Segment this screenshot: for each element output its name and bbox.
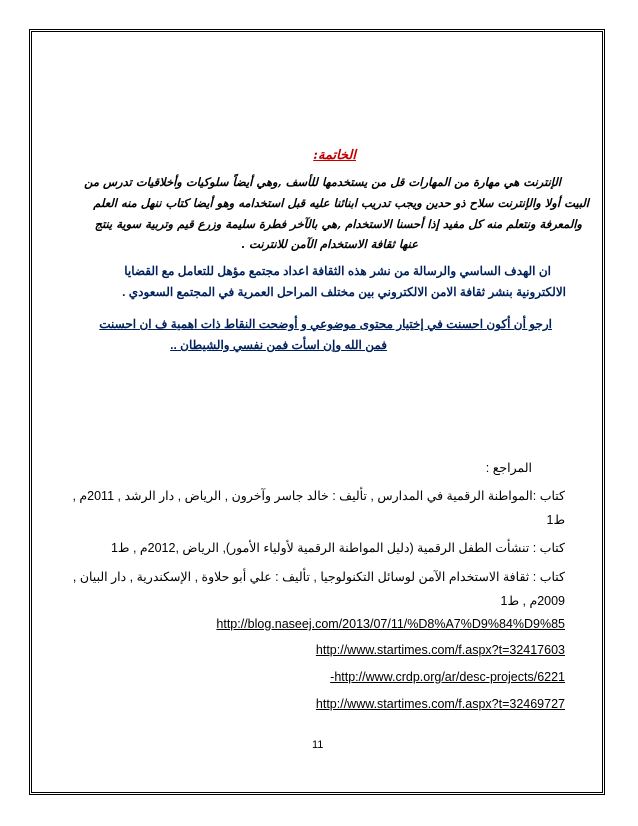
page-number: 11 xyxy=(312,739,324,751)
reference-link[interactable]: -http://www.crdp.org/ar/desc-projects/6221 xyxy=(330,670,565,684)
reference-line: 2009م , ط1 xyxy=(500,594,565,608)
conclusion-line: الإنترنت هي مهارة من المهارات قل من يستخدمها للأسف ,وهي أيضاً سلوكيات وأخلاقيات تدرس من xyxy=(84,175,561,189)
conclusion-line: البيت أولا والإنترنت سلاح ذو حدين ويجب تدريب ابنائنا عليه قبل استخدامه وهو أيضا كتاب ننهل منه العلم xyxy=(93,196,589,210)
conclusion-line: والمعرفة ونتعلم منه كل مفيد إذا أحسنا الاستخدام ,هي بالآخر فطرة سليمة وزرع قيم وتربية سوية ينتج xyxy=(94,217,582,231)
reference-line: ط1 xyxy=(546,513,565,527)
reference-link[interactable]: http://www.startimes.com/f.aspx?t=32417603 xyxy=(315,643,565,657)
closing-line: فمن الله وإن اسأت فمن نفسي والشيطان .. xyxy=(170,338,387,352)
conclusion-line: عنها ثقافة الاستخدام الآمن للانترنت . xyxy=(241,237,418,251)
references-heading: المراجع : xyxy=(485,461,532,475)
goal-line: ان الهدف الساسي والرسالة من نشر هذه الثقافة اعداد مجتمع مؤهل للتعامل مع القضايا xyxy=(124,264,551,278)
reference-link[interactable]: http://blog.naseej.com/2013/07/11/%D8%A7%D9%84%D9%85 xyxy=(216,617,565,631)
reference-link[interactable]: http://www.startimes.com/f.aspx?t=32469727 xyxy=(315,697,565,711)
closing-line: ارجو أن أكون احسنت في إختيار محتوى موضوعي و أوضحت النقاط ذات اهمية ف ان احسنت xyxy=(99,317,552,331)
goal-line: الالكترونية بنشر ثقافة الامن الالكتروني بين مختلف المراحل العمرية في المجتمع السعودي . xyxy=(122,285,566,299)
reference-line: كتاب : ثقافة الاستخدام الآمن لوسائل التكنولوجيا , تأليف : علي أبو حلاوة , الإسكندرية , دار البيان , xyxy=(72,570,565,584)
reference-line: كتاب :المواطنة الرقمية في المدارس , تأليف : خالد جاسر وآخرون , الرياض , دار الرشد , 2011م , xyxy=(72,489,565,503)
reference-line: كتاب : تنشأت الطفل الرقمية (دليل المواطنة الرقمية لأولياء الأمور), الرياض ,2012م , ط1 xyxy=(110,541,565,555)
conclusion-heading: الخاتمة: xyxy=(313,148,356,163)
